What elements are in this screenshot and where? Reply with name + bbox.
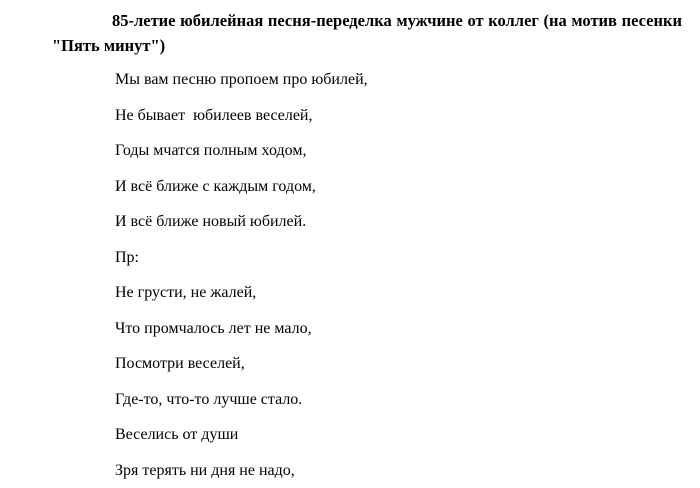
lyric-line: Что промчалось лет не мало,: [115, 311, 368, 347]
lyric-line: Не грусти, не жалей,: [115, 275, 368, 311]
lyric-line: Зря терять ни дня не надо,: [115, 453, 368, 488]
lyric-line: Веселись от души: [115, 417, 368, 453]
lyric-line: Годы мчатся полным ходом,: [115, 133, 368, 169]
lyric-line: И всё ближе с каждым годом,: [115, 169, 368, 205]
lyric-line: Где-то, что-то лучше стало.: [115, 382, 368, 418]
lyric-line: Посмотри веселей,: [115, 346, 368, 382]
lyric-line: И всё ближе новый юбилей.: [115, 204, 368, 240]
song-lyrics: [115, 62, 368, 488]
lyric-line: Не бывает юбилеев веселей,: [115, 98, 368, 134]
lyric-line: Мы вам песню пропоем про юбилей,: [115, 62, 368, 98]
chorus-label: Пр:: [115, 240, 368, 276]
song-title: 85-летие юбилейная песня-переделка мужчине от коллег (на мотив песенки "Пять минут"): [52, 8, 682, 58]
